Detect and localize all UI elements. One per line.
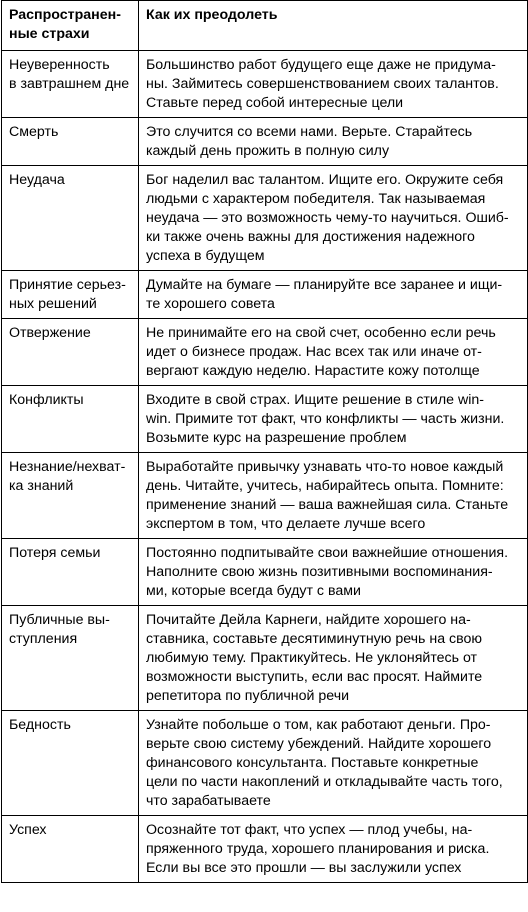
table-row	[2, 118, 528, 166]
fear-cell: Публичные вы- ступления	[2, 606, 139, 711]
header-how-to-overcome: Как их преодолеть	[139, 1, 528, 51]
fear-cell: Потеря семьи	[2, 539, 139, 606]
fear-cell: Принятие серьез- ных решений	[2, 271, 139, 319]
table-row	[2, 166, 528, 271]
advice-cell: Думайте на бумаге — планируйте все заранее и ищи- те хорошего совета	[139, 271, 528, 319]
advice-cell: Осознайте тот факт, что успех — плод учебы, на- пряженного труда, хорошего планирования и риска. Если вы все это прошли — вы заслужили успех	[139, 816, 528, 883]
fear-cell: Неуверенность в завтрашнем дне	[2, 51, 139, 118]
table-row	[2, 816, 528, 883]
header-fears: Распространен- ные страхи	[2, 1, 139, 51]
fear-cell: Неудача	[2, 166, 139, 271]
table-row	[2, 711, 528, 816]
table-row	[2, 51, 528, 118]
fear-cell: Незнание/нехват- ка знаний	[2, 453, 139, 539]
fear-cell: Смерть	[2, 118, 139, 166]
table-row	[2, 539, 528, 606]
advice-cell: Узнайте побольше о том, как работают деньги. Про- верьте свою систему убеждений. Найдите хорошего финансового консультанта. Поставьте конкретные цели по части накоплений и откладывайте часть того, что зарабатываете	[139, 711, 528, 816]
advice-cell: Выработайте привычку узнавать что-то новое каждый день. Читайте, учитесь, набирайтесь опыта. Помните: применение знаний — ваша важнейшая сила. Станьте экспертом в том, что делаете лучше всего	[139, 453, 528, 539]
table-row	[2, 453, 528, 539]
fear-cell: Успех	[2, 816, 139, 883]
fears-table	[1, 0, 528, 883]
advice-cell: Постоянно подпитывайте свои важнейшие отношения. Наполните свою жизнь позитивными воспоминания- ми, которые всегда будут с вами	[139, 539, 528, 606]
advice-cell: Почитайте Дейла Карнеги, найдите хорошего на- ставника, составьте десятиминутную речь на свою любимую тему. Практикуйтесь. Не уклоняйтесь от возможности выступить, если вас просят. Наймите репетитора по публичной речи	[139, 606, 528, 711]
advice-cell: Не принимайте его на свой счет, особенно если речь идет о бизнесе продаж. Нас всех так или иначе от- вергают каждую неделю. Нарастите кожу потолще	[139, 319, 528, 386]
table-row	[2, 319, 528, 386]
fear-cell: Конфликты	[2, 386, 139, 453]
advice-cell: Большинство работ будущего еще даже не придума- ны. Займитесь совершенствованием своих талантов. Ставьте перед собой интересные цели	[139, 51, 528, 118]
table-row	[2, 386, 528, 453]
fear-cell: Отвержение	[2, 319, 139, 386]
table-header-row	[2, 1, 528, 51]
table-row	[2, 606, 528, 711]
table-row	[2, 271, 528, 319]
advice-cell: Бог наделил вас талантом. Ищите его. Окружите себя людьми с характером победителя. Так называемая неудача — это возможность чему-то научиться. Ошиб- ки также очень важны для достижения надежного успеха в будущем	[139, 166, 528, 271]
advice-cell: Входите в свой страх. Ищите решение в стиле win- win. Примите тот факт, что конфликты — часть жизни. Возьмите курс на разрешение проблем	[139, 386, 528, 453]
fear-cell: Бедность	[2, 711, 139, 816]
advice-cell: Это случится со всеми нами. Верьте. Старайтесь каждый день прожить в полную силу	[139, 118, 528, 166]
